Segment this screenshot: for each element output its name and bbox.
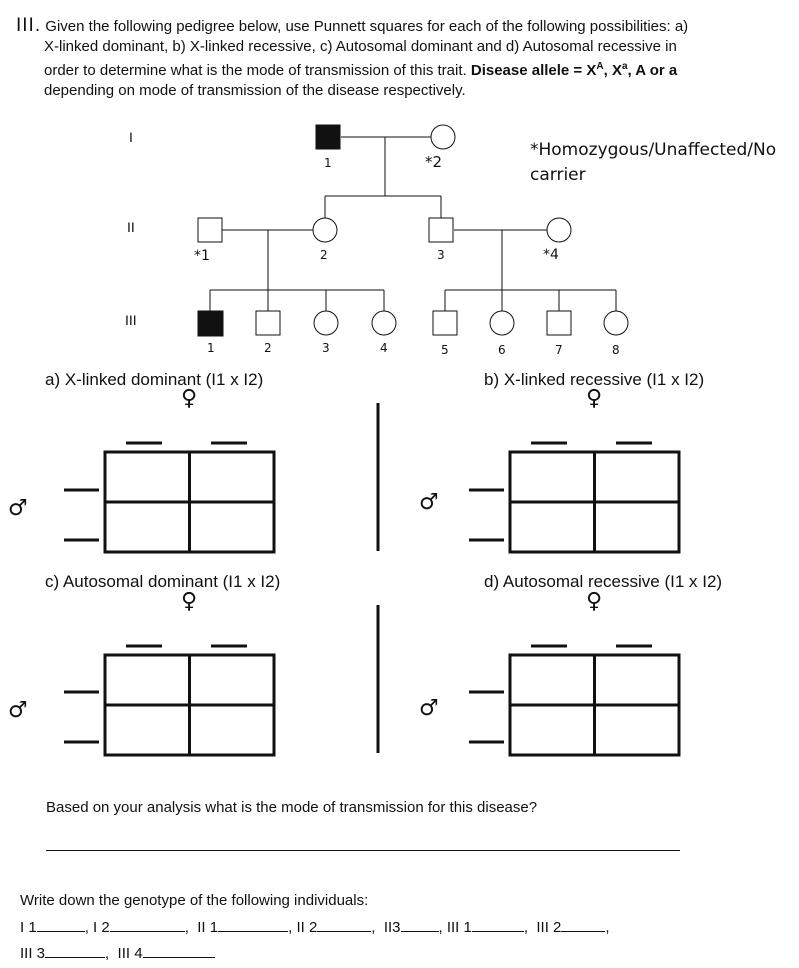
punnett-d bbox=[469, 646, 679, 755]
blank-III2[interactable] bbox=[561, 917, 605, 932]
genotype-heading: Write down the genotype of the following individuals: bbox=[20, 892, 369, 909]
label-I2: I 2 bbox=[93, 919, 110, 936]
gen3-num-7: 7 bbox=[555, 343, 563, 357]
allele-comma: , X bbox=[603, 62, 622, 79]
label-III4: III 4 bbox=[117, 945, 143, 962]
label-II3: II3 bbox=[383, 919, 401, 936]
label-I1: I 1 bbox=[20, 919, 37, 936]
blank-III3[interactable] bbox=[45, 943, 105, 958]
label-III3: III 3 bbox=[20, 945, 46, 962]
title-c: c) Autosomal dominant (I1 x I2) bbox=[45, 572, 281, 591]
gen3-num-3: 3 bbox=[322, 341, 330, 355]
label-III2: III 2 bbox=[536, 919, 562, 936]
blank-I1[interactable] bbox=[37, 917, 85, 932]
allele-sup-dominant: A bbox=[596, 61, 604, 72]
section-number: III. bbox=[16, 15, 42, 36]
gen1-num-1: 1 bbox=[324, 156, 332, 170]
instructions-line-4: depending on mode of transmission of the disease respectively. bbox=[44, 82, 466, 99]
label-II2: II 2 bbox=[296, 919, 318, 936]
gen3-num-4: 4 bbox=[380, 341, 388, 355]
gen2-num-2: 2 bbox=[320, 248, 328, 262]
female-symbol-d: ♀ bbox=[586, 589, 603, 614]
punnett-b bbox=[469, 443, 679, 552]
gen3-num-8: 8 bbox=[612, 343, 620, 357]
female-symbol-c: ♀ bbox=[181, 589, 198, 614]
blank-III1[interactable] bbox=[472, 917, 524, 932]
instructions-line-3: order to determine what is the mode of transmission of this trait. bbox=[44, 62, 471, 79]
punnett-a bbox=[64, 443, 274, 552]
male-symbol-c: ♂ bbox=[8, 698, 28, 723]
title-b: b) X-linked recessive (I1 x I2) bbox=[484, 370, 705, 389]
instructions-line-1: Given the following pedigree below, use Punnett squares for each of the following possibilities: a) bbox=[45, 18, 689, 35]
note-line-2: carrier bbox=[530, 165, 586, 185]
title-a: a) X-linked dominant (I1 x I2) bbox=[45, 370, 264, 389]
instructions-line-2: X-linked dominant, b) X-linked recessive, c) Autosomal dominant and d) Autosomal recessive in bbox=[44, 38, 677, 55]
genotype-row-1: I 1 , I 2 , II 1 , II 2 , II3 , III 1 , III 2 , bbox=[20, 919, 610, 936]
allele-end: , A or a bbox=[627, 62, 678, 79]
label-III1: III 1 bbox=[446, 919, 472, 936]
genotype-row-2: III 3 , III 4 bbox=[20, 943, 215, 962]
blank-II3[interactable] bbox=[401, 917, 439, 932]
gen3-num-6: 6 bbox=[498, 343, 506, 357]
gen3-num-5: 5 bbox=[441, 343, 449, 357]
male-symbol-d: ♂ bbox=[419, 696, 439, 721]
gen-label-1: I bbox=[129, 129, 133, 145]
male-symbol-a: ♂ bbox=[8, 496, 28, 521]
gen3-num-1: 1 bbox=[207, 341, 215, 355]
gen2-num-3: 3 bbox=[437, 248, 445, 262]
gen-label-2: II bbox=[127, 219, 135, 235]
question: Based on your analysis what is the mode of transmission for this disease? bbox=[46, 799, 538, 816]
gen2-num-4: *4 bbox=[543, 247, 559, 263]
gen-label-3: III bbox=[125, 312, 137, 328]
gen1-num-2: *2 bbox=[425, 153, 443, 171]
blank-I2[interactable] bbox=[110, 917, 185, 932]
male-symbol-b: ♂ bbox=[419, 490, 439, 515]
allele-sup-recessive: a bbox=[621, 61, 628, 72]
gen3-num-2: 2 bbox=[264, 341, 272, 355]
blank-II2[interactable] bbox=[317, 917, 371, 932]
gen2-num-1: *1 bbox=[194, 248, 210, 264]
title-d: d) Autosomal recessive (I1 x I2) bbox=[484, 572, 723, 591]
blank-III4[interactable] bbox=[143, 943, 215, 958]
note-line-1: *Homozygous/Unaffected/No bbox=[530, 140, 777, 160]
blank-II1[interactable] bbox=[218, 917, 288, 932]
answer-line[interactable] bbox=[46, 850, 680, 851]
disease-allele-label: Disease allele = X bbox=[470, 62, 597, 79]
label-II1: II 1 bbox=[197, 919, 219, 936]
female-symbol-a: ♀ bbox=[181, 386, 198, 411]
female-symbol-b: ♀ bbox=[586, 386, 603, 411]
punnett-c bbox=[64, 646, 274, 755]
